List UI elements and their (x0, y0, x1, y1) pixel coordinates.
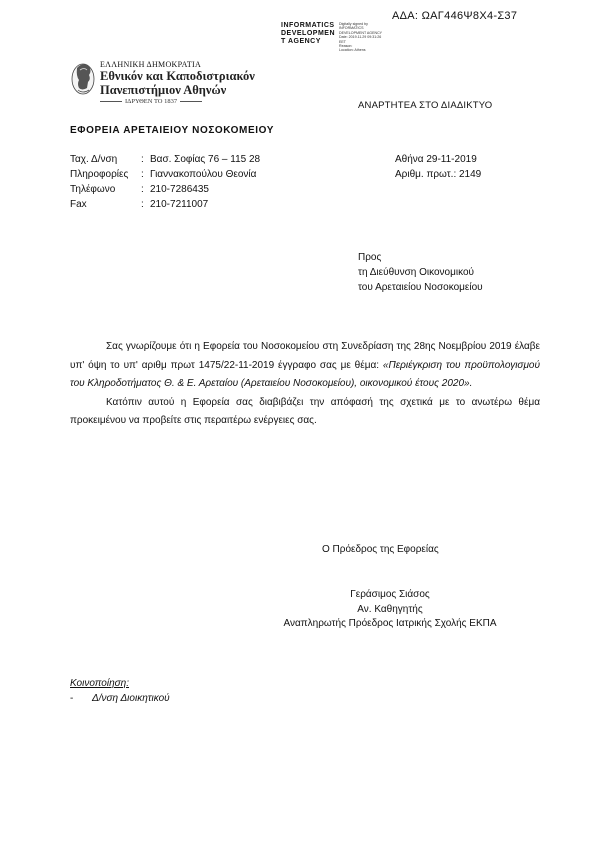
signature-role: Ο Πρόεδρος της Εφορείας (322, 544, 439, 555)
cc-item-text: Δ/νση Διοικητικού (92, 693, 170, 704)
signature-block (250, 588, 530, 632)
agency-line: INFORMATICS (281, 22, 335, 29)
divider (180, 101, 202, 102)
agency-line: DEVELOPMEN (281, 30, 336, 37)
agency-line: T AGENCY (281, 38, 321, 45)
founded-line (100, 98, 255, 105)
digital-signature-stamp (339, 22, 399, 53)
agency-name (281, 22, 335, 46)
protocol-number: Αριθμ. πρωτ.: 2149 (395, 169, 482, 180)
cc-item (70, 691, 170, 706)
colon: : (141, 184, 144, 195)
republic-label: ΕΛΛΗΝΙΚΗ ΔΗΜΟΚΡΑΤΙΑ (100, 60, 202, 69)
contact-label: Fax (70, 199, 87, 210)
date-line: Αθήνα 29-11-2019 (395, 154, 477, 165)
letter-body (70, 338, 540, 431)
contact-block (70, 152, 260, 212)
recipient-line: του Αρεταιείου Νοσοκομείου (358, 282, 483, 293)
signatory-position: Αναπληρωτής Πρόεδρος Ιατρικής Σχολής ΕΚΠΑ (283, 618, 497, 629)
university-name-line: Πανεπιστήμιον Αθηνών (100, 83, 227, 97)
body-paragraph: Κατόπιν αυτού η Εφορεία σας διαβιβάζει την απόφασή της σχετικά με το ανωτέρω θέμα προκειμένου να προβείτε στις περαιτέρω ενέργειες σας. (70, 396, 540, 426)
stamp-line: Digitally signed by (339, 22, 368, 26)
date-protocol-block (395, 152, 481, 182)
colon: : (141, 169, 144, 180)
ada-code: ΑΔΑ: ΩΑΓ446Ψ8Χ4-Σ37 (392, 10, 518, 22)
upload-notice: ΑΝΑΡΤΗΤΕΑ ΣΤΟ ΔΙΑΔΙΚΤΥΟ (358, 100, 493, 111)
university-header (100, 60, 255, 105)
contact-value: 210-7286435 (150, 184, 209, 195)
office-title: ΕΦΟΡΕΙΑ ΑΡΕΤΑΙΕΙΟΥ ΝΟΣΟΚΟΜΕΙΟΥ (70, 125, 274, 136)
stamp-line: Location: Athens (339, 48, 366, 53)
stamp-line: DEVELOPMENT AGENCY (339, 30, 383, 35)
athena-head-icon (70, 60, 96, 96)
divider (100, 101, 122, 102)
contact-value: Βασ. Σοφίας 76 – 115 28 (150, 154, 261, 165)
stamp-line: Reason: (339, 44, 353, 49)
colon: : (141, 199, 144, 210)
colon: : (141, 154, 144, 165)
signatory-name: Γεράσιμος Σιάσος (350, 589, 430, 600)
stamp-line: INFORMATICS (339, 26, 364, 31)
recipient-line: Προς (358, 252, 382, 263)
contact-label: Πληροφορίες (70, 169, 129, 180)
founded-label: ΙΔΡΥΘΕΝ ΤΟ 1837 (125, 98, 178, 105)
recipient-line: τη Διεύθυνση Οικονομικού (358, 267, 475, 278)
subject-text: «Περιέγκριση του προϋπολογισμού του Κληροδοτήματος Θ. & Ε. Αρεταίου (Αρεταιείου Νοσοκομείου), οικονομικού έτους 2020». (70, 359, 540, 389)
bullet-dash: - (70, 693, 74, 704)
contact-row (70, 167, 260, 182)
contact-label: Τηλέφωνο (70, 184, 116, 195)
cc-title: Κοινοποίηση: (70, 678, 130, 689)
body-paragraph (70, 338, 540, 394)
stamp-line: Date: 2019.11.29 09:31:26 (339, 35, 382, 40)
stamp-line: EET (339, 39, 346, 44)
contact-label: Ταχ. Δ/νση (70, 154, 118, 165)
contact-value: 210-7211007 (150, 199, 209, 210)
body-text: Σας γνωρίζουμε ότι η Εφορεία του Νοσοκομείου στη Συνεδρίαση της 28ης Νοεμβρίου 2019 έλαβε υπ' όψη το υπ' αριθμ πρωτ 1475/22-11-2019 έγγραφο σας με θέμα: (70, 341, 540, 371)
signatory-title: Αν. Καθηγητής (357, 603, 423, 615)
contact-row (70, 182, 260, 197)
university-name-line: Εθνικόν και Καποδιστριακόν (100, 69, 255, 83)
contact-row (70, 197, 260, 212)
contact-row (70, 152, 260, 167)
contact-value: Γιαννακοπούλου Θεονία (150, 169, 257, 180)
recipient-block (358, 250, 483, 295)
cc-block (70, 676, 170, 706)
